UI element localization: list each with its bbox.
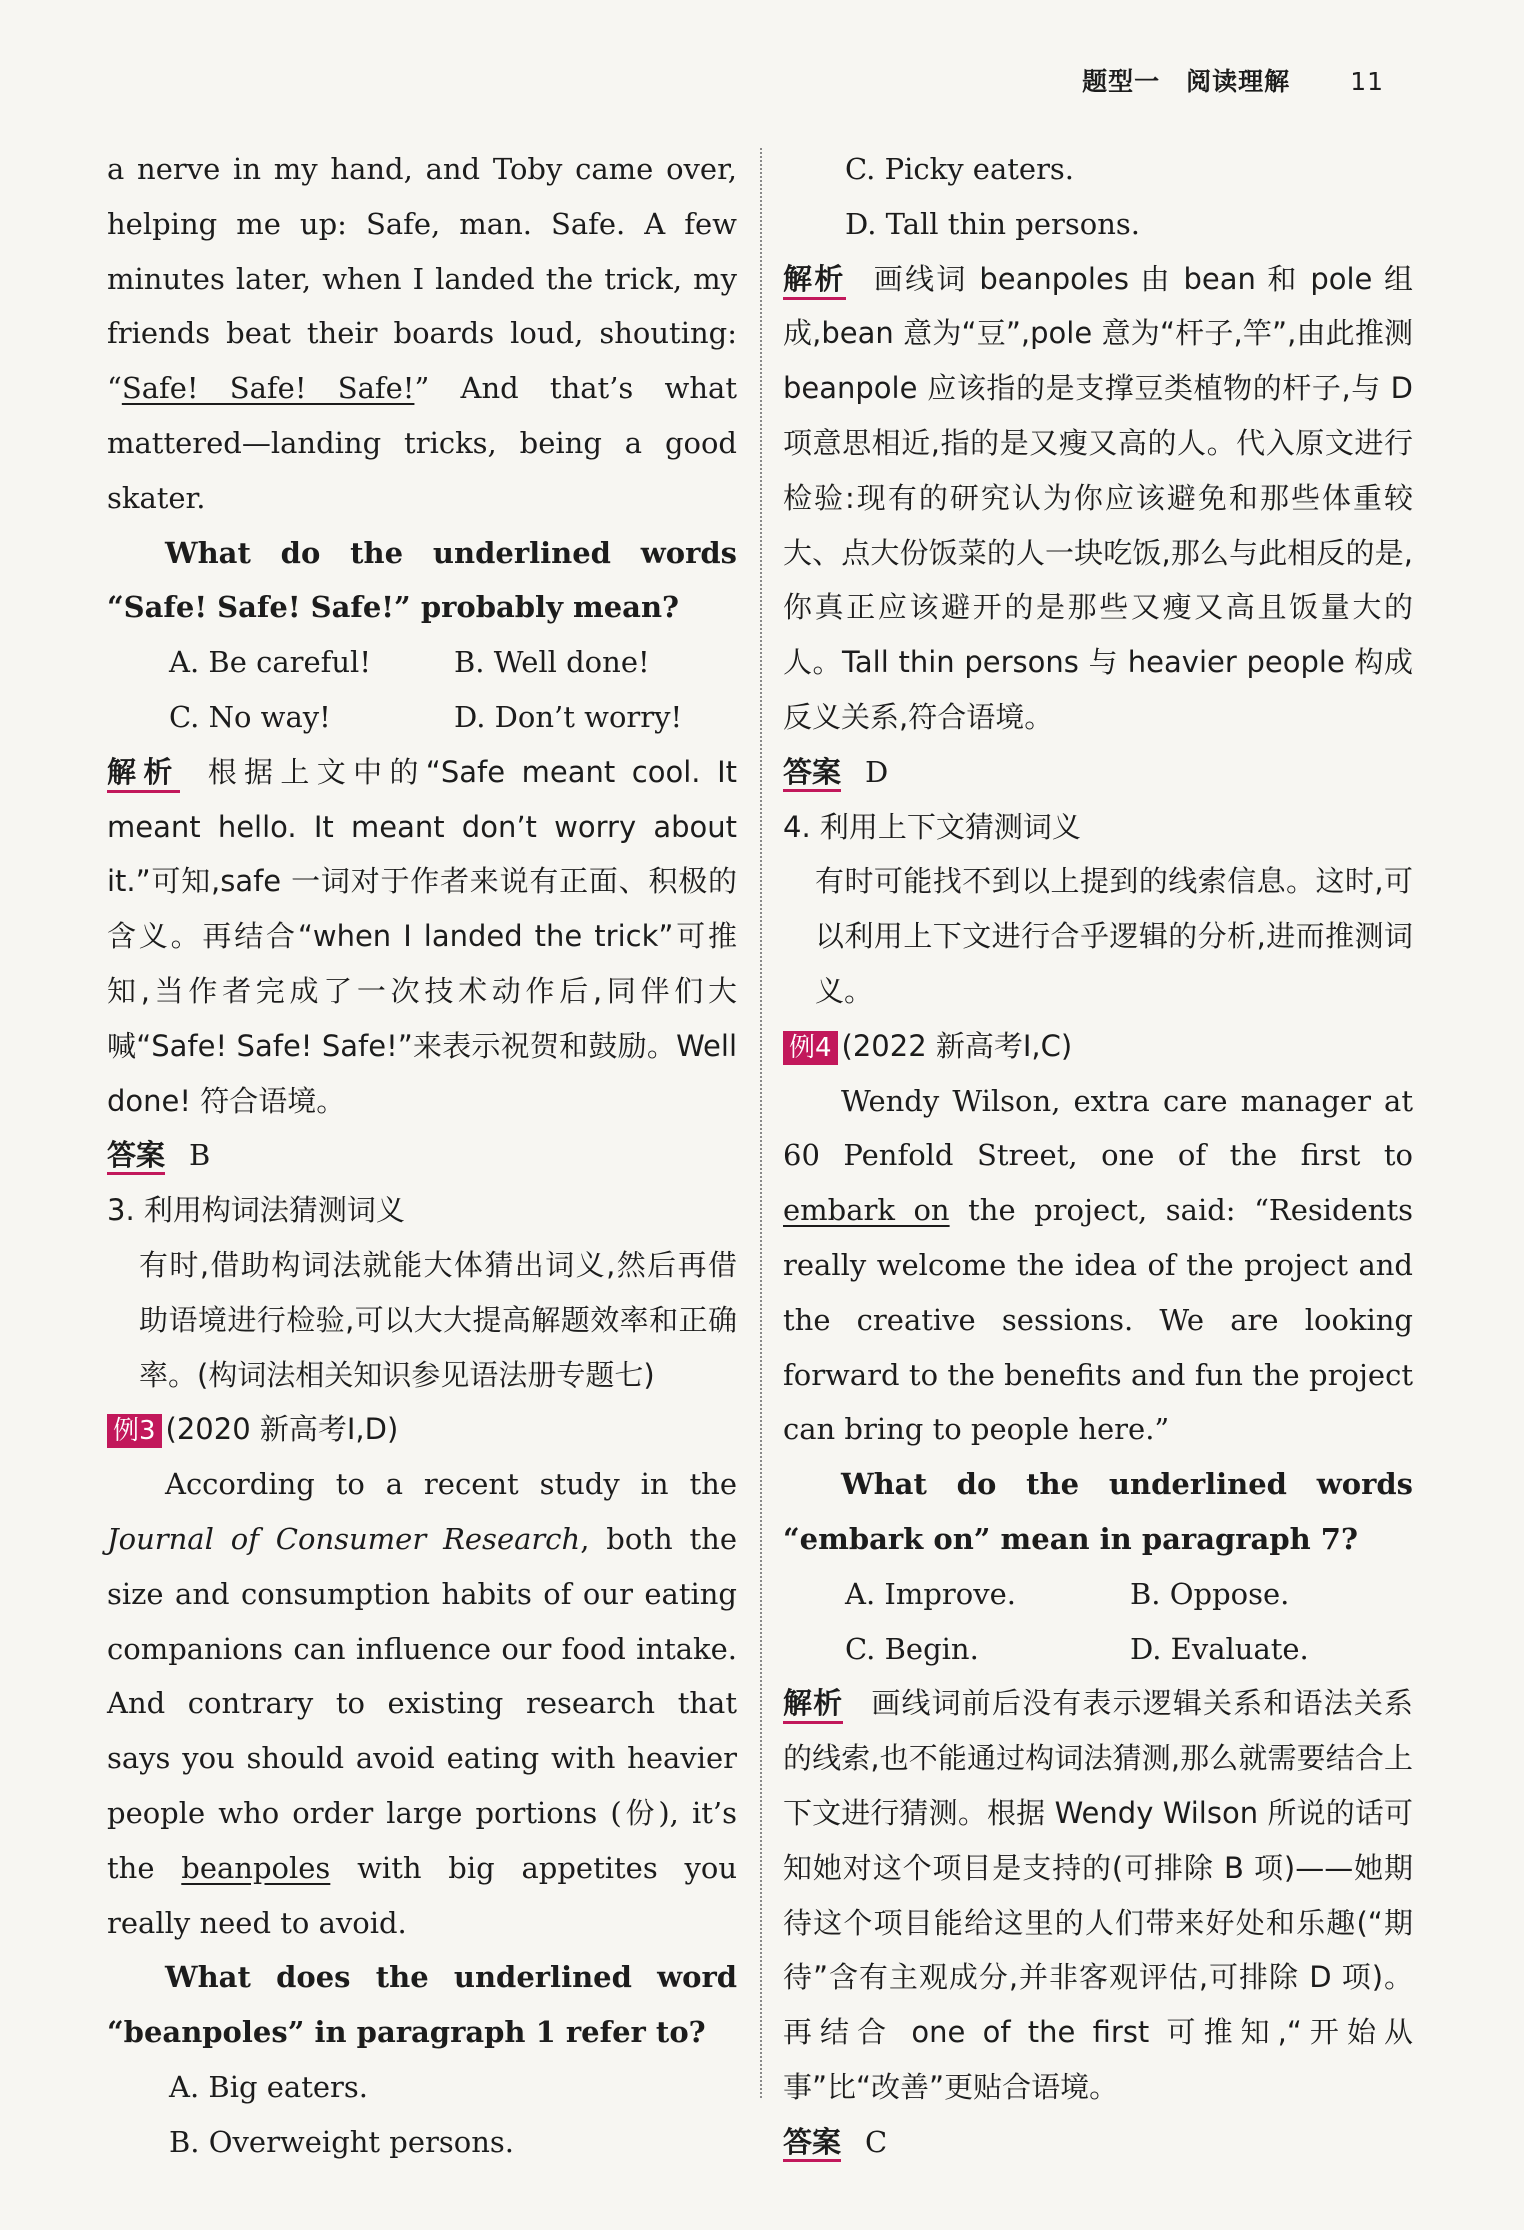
underlined-phrase: embark on	[783, 1193, 950, 1228]
passage-continuation: a nerve in my hand, and Toby came over, helping me up: Safe, man. Safe. A few minutes later, when I landed the trick, my friends beat their boards loud, shouting: “Safe! Safe! Safe!” And that’s what mattered—landing tricks, being a good skater.	[107, 152, 737, 515]
right-column	[783, 142, 1413, 2169]
example-4-heading	[783, 1019, 1413, 1074]
answer-safe	[107, 1128, 737, 1183]
section-title: 题型一 阅读理解	[1082, 67, 1291, 96]
page-number: 11	[1350, 67, 1384, 96]
example-source: (2022 新高考Ⅰ,C)	[841, 1028, 1073, 1063]
answer-label: 答案	[107, 1138, 165, 1175]
analysis-beanpoles: 解析 画线词 beanpoles 由 bean 和 pole 组成,bean 意为“豆”,pole 意为“杆子,竿”,由此推测 beanpole 应该指的是支撑豆类植物的杆子,与 D 项意思相近,指的是又瘦又高的人。代入原文进行检验:现有的研究认为你应该避免和那些体重较大、点大份饭菜的人一块吃饭,那么与此相反的是,你真正应该避开的是那些又瘦又高且饭量大的人。Tall thin persons 与 heavier people 构成反义关系,符合语境。	[783, 261, 1413, 734]
analysis-label: 解析	[783, 262, 846, 300]
question-embark-on: What do the underlined words “embark on” mean in paragraph 7?	[783, 1467, 1413, 1556]
answer-label: 答案	[783, 2125, 841, 2162]
example-tag: 例3	[107, 1414, 162, 1448]
option-d: D. Tall thin persons.	[845, 206, 1141, 241]
option-c: C. Begin.	[845, 1631, 979, 1666]
example-tag: 例4	[783, 1031, 838, 1065]
underlined-word: beanpoles	[181, 1850, 331, 1885]
option-b: B. Oppose.	[1130, 1576, 1290, 1611]
option-b: B. Overweight persons.	[169, 2124, 515, 2159]
option-d: D. Don’t worry!	[454, 699, 683, 734]
option-d: D. Evaluate.	[1130, 1631, 1309, 1666]
section-4-title: 4. 利用上下文猜测词义	[783, 809, 1081, 844]
analysis-label: 解析	[783, 1686, 843, 1724]
option-b: B. Well done!	[454, 645, 650, 680]
answer-value: D	[865, 754, 889, 789]
options-embark-on	[783, 1567, 1413, 1677]
answer-beanpoles	[783, 745, 1413, 800]
option-c: C. Picky eaters.	[845, 152, 1075, 186]
analysis-label: 解析	[107, 755, 180, 793]
running-header	[1082, 62, 1384, 98]
section-3-body: 有时,借助构词法就能大体猜出词义,然后再借助语境进行检验,可以大大提高解题效率和正确率。(构词法相关知识参见语法册专题七)	[139, 1247, 737, 1392]
answer-value: C	[865, 2124, 888, 2159]
example-4-passage: Wendy Wilson, extra care manager at 60 Penfold Street, one of the first to embark on the project, said: “Residents really welcome the idea of the project and the creative sessions. We are looking forward to the benefits and fun the project can bring to people here.”	[783, 1083, 1413, 1447]
journal-name: Journal of Consumer Research	[107, 1521, 581, 1556]
option-a: A. Big eaters.	[169, 2069, 368, 2104]
example-3-heading	[107, 1402, 737, 1457]
analysis-embark-on: 解析 画线词前后没有表示逻辑关系和语法关系的线索,也不能通过构词法猜测,那么就需要结合上下文进行猜测。根据 Wendy Wilson 所说的话可知她对这个项目是支持的(可排除 B 项)——她期待这个项目能给这里的人们带来好处和乐趣(“期待”含有主观成分,并非客观评估,可排除 D 项)。再结合 one of the first 可推知,“开始从事”比“改善”更贴合语境。	[783, 1686, 1413, 2104]
left-column	[107, 142, 737, 2169]
answer-embark-on	[783, 2115, 1413, 2170]
option-a: A. Improve.	[845, 1576, 1016, 1611]
option-a: A. Be careful!	[169, 645, 371, 680]
question-beanpoles: What does the underlined word “beanpoles” in paragraph 1 refer to?	[107, 1960, 737, 2050]
underlined-phrase: Safe! Safe! Safe!	[121, 371, 415, 406]
section-3-title: 3. 利用构词法猜测词义	[107, 1193, 405, 1228]
example-3-passage: According to a recent study in the Journal of Consumer Research, both the size and consumption habits of our eating companions can influence our food intake. And contrary to existing research that says you should avoid eating with heavier people who order large portions (份), it’s the beanpoles with big appetites you really need to avoid.	[107, 1467, 737, 1940]
answer-value: B	[189, 1138, 211, 1173]
options-safe	[107, 635, 737, 745]
example-source: (2020 新高考Ⅰ,D)	[165, 1412, 399, 1447]
question-safe: What do the underlined words “Safe! Safe! Safe!” probably mean?	[107, 535, 737, 625]
column-divider	[760, 148, 762, 2098]
option-c: C. No way!	[169, 699, 331, 734]
section-4-body: 有时可能找不到以上提到的线索信息。这时,可以利用上下文进行合乎逻辑的分析,进而推测词义。	[815, 864, 1413, 1008]
analysis-safe: 解析 根据上文中的“Safe meant cool. It meant hello. It meant don’t worry about it.”可知,safe 一词对于作者来说有正面、积极的含义。再结合“when I landed the trick”可推知,当作者完成了一次技术动作后,同伴们大喊“Safe! Safe! Safe!”来表示祝贺和鼓励。Well done! 符合语境。	[107, 754, 737, 1118]
answer-label: 答案	[783, 755, 841, 792]
